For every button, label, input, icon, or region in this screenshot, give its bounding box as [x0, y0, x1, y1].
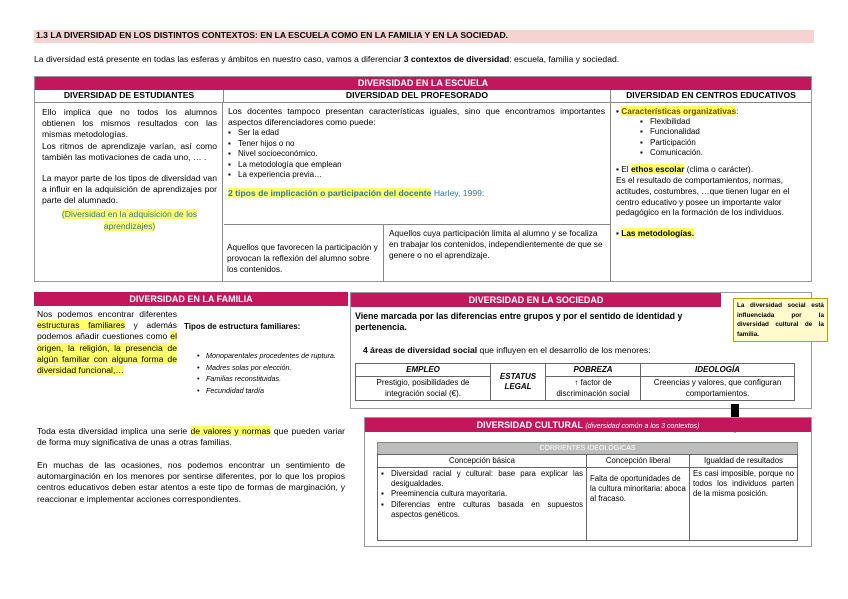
basica-list: [381, 469, 583, 520]
ethos-paren: (clima o carácter).: [684, 164, 754, 175]
familia-p2b: que pueden variar de forma muy significativa de unas a otras familias.: [37, 426, 345, 448]
area-cell: Prestigio, posibilidades de integración social (€).: [356, 377, 491, 401]
familia-text1: [37, 309, 177, 376]
profesorado-subtable: [224, 224, 610, 282]
tipos-implicacion: [224, 180, 610, 199]
familia-t2: y además podemos añadir cuestiones como: [37, 320, 177, 342]
ethos-text: Es el resultado de comportamientos, normas, actitudes, costumbres, …que tienen lugar en el centro educativo y posee un importante valor pedagógico en la formación de los individuos.: [616, 175, 790, 218]
familia-section: [34, 292, 348, 546]
profesorado-list: [224, 128, 610, 180]
list-item: • Monoparentales procedentes de ruptura.: [206, 350, 376, 362]
tipos-familia-list: [184, 350, 376, 396]
corriente-col-header: Concepción liberal: [587, 455, 690, 468]
cultural-section: [364, 417, 812, 547]
estudiantes-p3: La mayor parte de los tipos de diversidad van a influir en la adquisición de aprendizajes por parte del alumnado.: [42, 172, 217, 206]
list-item: ▪ La metodología que emplean: [238, 160, 610, 170]
areas-line: [363, 345, 803, 356]
estudiantes-p2: Los ritmos de aprendizaje varían, así como también las motivaciones de cada uno, … .: [42, 140, 217, 162]
caract-line: ▪ Características organizativas:: [616, 106, 739, 116]
list-item: ▪ Preeminencia cultura mayoritaria.: [391, 489, 583, 499]
igualdad-cell: Es casi imposible, porque no todos los individuos parten de la misma posición.: [690, 468, 798, 541]
page-title: 1.3 LA DIVERSIDAD EN LOS DISTINTOS CONTEXTOS: EN LA ESCUELA COMO EN LA FAMILIA Y EN LA SOCIEDAD.: [34, 30, 814, 43]
areas-bold: 4 áreas de diversidad social: [363, 345, 478, 355]
corriente-col-header: Concepción básica: [378, 455, 587, 468]
estudiantes-note: (Diversidad en la adquisición de los aprendizajes): [61, 209, 198, 231]
implicacion-col1: Aquellos que favorecen la participación y provocan la reflexión del alumno sobre los contenidos.: [224, 225, 384, 282]
list-item: • Familias reconstituidas.: [206, 373, 376, 385]
area-cell: Creencias y valores, que configuran comportamientos.: [641, 377, 795, 401]
profesorado-intro: Los docentes tampoco presentan características iguales, sino que encontramos importantes aspectos diferenciadores como puede:: [228, 106, 605, 128]
corrientes-header: CORRIENTES IDEOLÓGICAS: [377, 442, 798, 454]
corrientes-table: [377, 442, 798, 541]
intro-before: La diversidad está presente en todas las esferas y ámbitos en nuestro caso, vamos a diferenciar: [34, 54, 404, 64]
tipos-ref: Harley, 1999:: [433, 188, 485, 199]
tipos-label: 2 tipos de implicación o participación del docente: [228, 188, 432, 199]
list-item: ▪ Nivel socioeconómico.: [238, 149, 610, 159]
cultural-title-bar: [365, 418, 811, 432]
familia-title: DIVERSIDAD EN LA FAMILIA: [34, 292, 348, 306]
familia-t1: Nos podemos encontrar diferentes: [37, 309, 177, 319]
profesorado-col: [224, 103, 611, 281]
areas-rest: que influyen en el desarrollo de los menores:: [477, 345, 651, 355]
list-item: ▪ La experiencia previa…: [238, 170, 610, 180]
list-item: ▪ Diversidad racial y cultural: base para explicar las desigualdades.: [391, 469, 583, 489]
metodologias-label: Las metodologías.: [621, 228, 695, 239]
tipos-familia-title: Tipos de estructura familiares:: [184, 322, 301, 331]
familia-p2-hl: de valores y normas: [190, 426, 271, 436]
caract-list: [616, 117, 807, 159]
list-item: ▪ Comunicación.: [650, 148, 807, 158]
centros-col: [612, 103, 811, 281]
familia-t2-hl: el origen, la religión, la presencia de algún familiar con alguna forma de diversidad funcional,…: [37, 331, 177, 375]
familia-p3: En muchas de las ocasiones, nos podemos encontrar un sentimiento de automarginación en los menores por sentirse diferentes, por lo que los propios centros educativos deben estar atentos a este tipo de formas de marginación, y reaccionar e implementar acciones correspondientes.: [37, 460, 345, 504]
area-header: ESTATUS LEGAL: [491, 364, 546, 401]
cultural-title-sub: (diversidad común a los 3 contextos): [585, 423, 700, 430]
estudiantes-header: DIVERSIDAD DE ESTUDIANTES: [35, 90, 224, 103]
intro-after: : escuela, familia y sociedad.: [509, 54, 620, 64]
escuela-title: DIVERSIDAD EN LA ESCUELA: [35, 77, 811, 90]
corriente-col-header: Igualdad de resultados: [690, 455, 798, 468]
ethos-el: El: [621, 164, 631, 175]
list-item: ▪ Flexibilidad: [650, 117, 807, 127]
area-cell: ↑ factor de discriminación social: [546, 377, 641, 401]
list-item: • Fecundidad tardía: [206, 385, 376, 397]
area-header: IDEOLOGÍA: [641, 364, 795, 377]
estudiantes-p1: Ello implica que no todos los alumnos obtienen los mismos resultados con las mismas metodologías.: [42, 107, 217, 140]
intro-paragraph: [34, 54, 824, 65]
sociedad-title: DIVERSIDAD EN LA SOCIEDAD: [351, 293, 721, 307]
implicacion-col2: Aquellos cuya participación limita al alumno y se focaliza en trabajar los contenidos, independientemente de que se genere o no el aprendizaje.: [389, 228, 603, 260]
familia-p2a: Toda esta diversidad implica una serie: [37, 426, 191, 436]
list-item: • Madres solas por elección.: [206, 362, 376, 374]
list-item: ▪ Funcionalidad: [650, 127, 807, 137]
liberal-cell: Falta de oportunidades de la cultura minoritaria: aboca al fracaso.: [587, 468, 690, 541]
familia-t1-hl: estructuras familiares: [37, 320, 125, 331]
list-item: ▪ Tener hijos o no: [238, 139, 610, 149]
intro-bold: 3 contextos de diversidad: [403, 54, 510, 64]
familia-p2: [37, 426, 345, 448]
cultural-title: DIVERSIDAD CULTURAL: [476, 420, 583, 430]
list-item: ▪ Participación: [650, 138, 807, 148]
list-item: ▪ Diferencias entre culturas basada en supuestos aspectos genéticos.: [391, 500, 583, 520]
metodologias-line: ▪ Las metodologías.: [616, 228, 695, 239]
escuela-section: [34, 76, 812, 282]
estudiantes-col: [35, 103, 223, 281]
area-header: EMPLEO: [356, 364, 491, 377]
profesorado-header: DIVERSIDAD DEL PROFESORADO: [224, 90, 611, 103]
areas-table: [355, 363, 795, 401]
sociedad-note: La diversidad social está influenciada por la diversidad cultural de la familia.: [733, 298, 828, 342]
ethos-label: ethos escolar: [630, 164, 685, 175]
list-item: ▪ Ser la edad: [238, 128, 610, 138]
centros-header: DIVERSIDAD EN CENTROS EDUCATIVOS: [611, 90, 811, 103]
sociedad-lead: Viene marcada por las diferencias entre grupos y por el sentido de identidad y pertenencia.: [355, 311, 683, 333]
ethos-line: ▪ El ethos escolar (clima o carácter).: [616, 164, 754, 175]
area-header: POBREZA: [546, 364, 641, 377]
caract-label: Características organizativas: [621, 106, 737, 116]
